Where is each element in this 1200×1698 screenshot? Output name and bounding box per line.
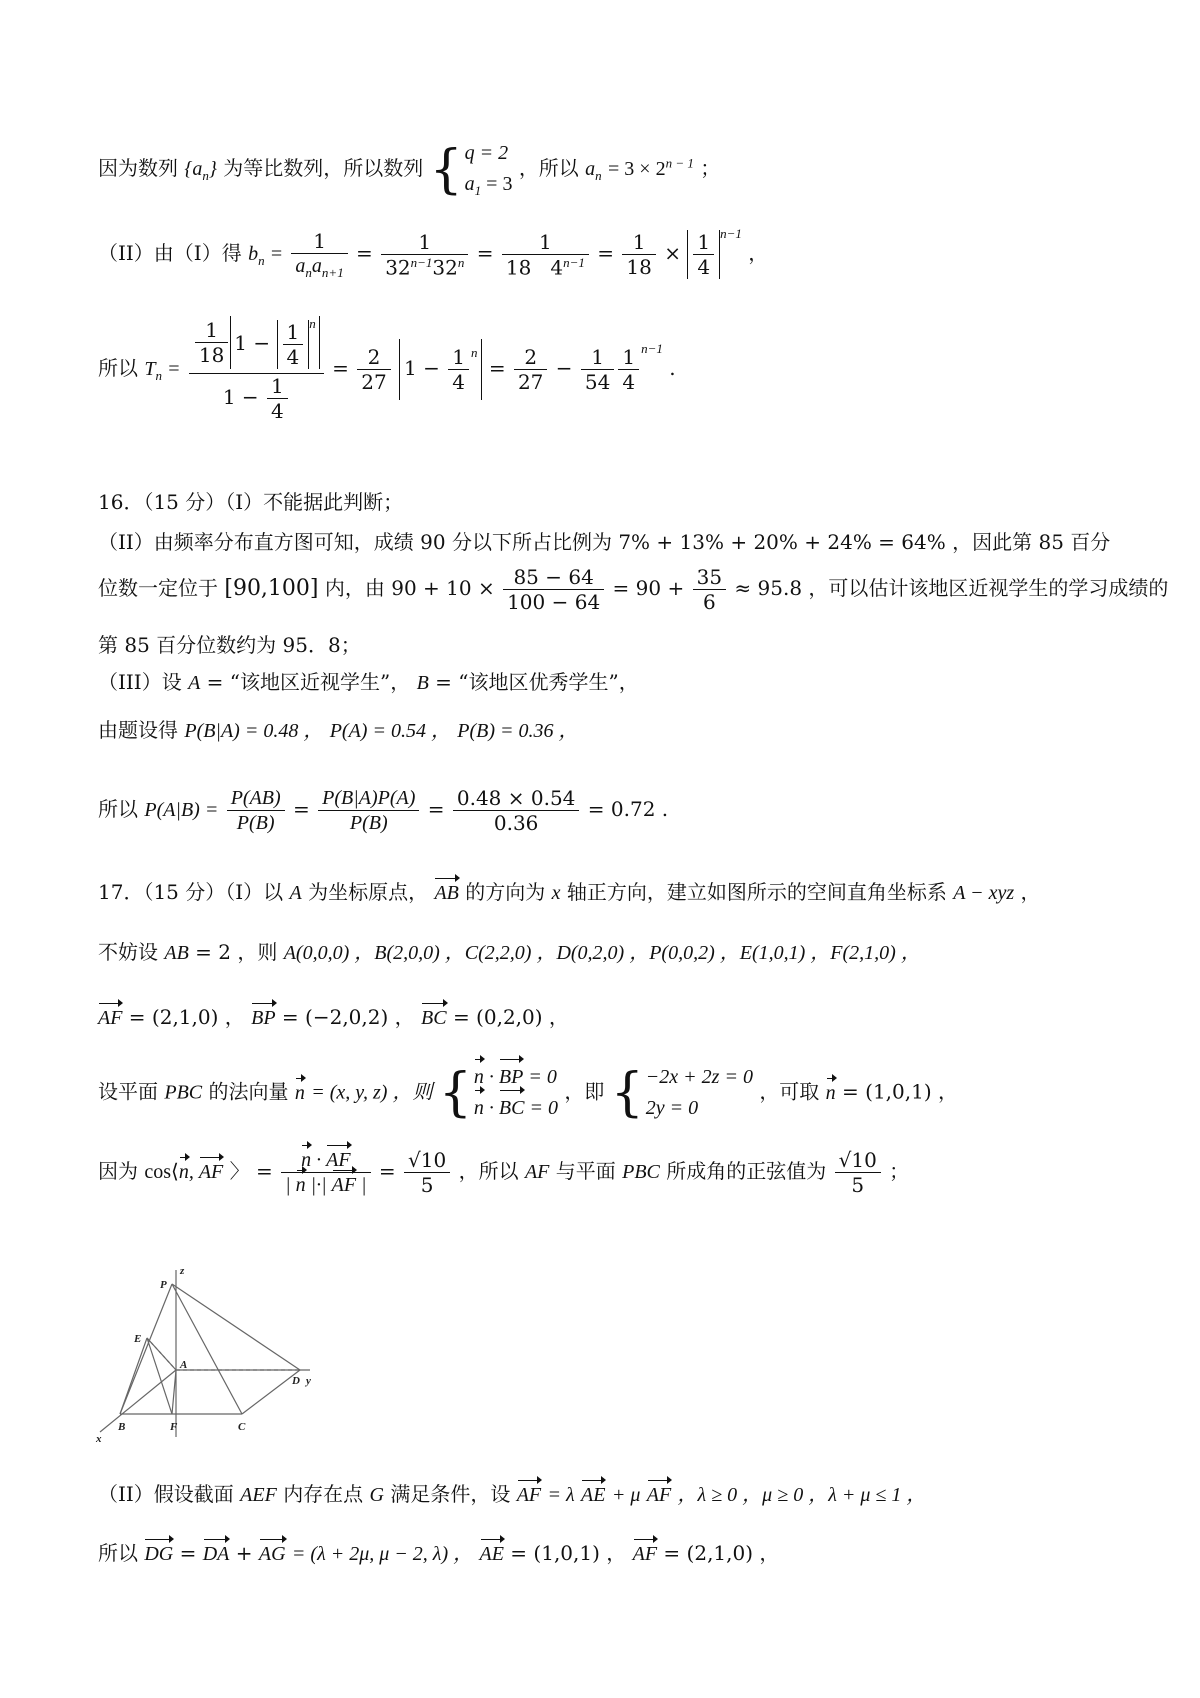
label-y: y bbox=[306, 1375, 311, 1387]
text-line-15: 因为 cos⟨n, AF 〉 = $\frac{n \cdot AF}{| n |\cdot| AF |}$ = $\frac{√10}{5}$ ，所以 AF 与平面 PBC 所成角的正弦值为 $\frac{√10}{5}$ ； bbox=[98, 1148, 910, 1197]
text-line-7: 第 85 百分位数约为 95．8； bbox=[98, 633, 361, 657]
label-a: A bbox=[180, 1359, 188, 1371]
text-line-5: （II）由频率分布直方图可知，成绩 90 分以下所占比例为 7% + 13% + 20% + 24% = 64% ，因此第 85 百分 bbox=[98, 530, 1111, 554]
label-p: P bbox=[160, 1279, 167, 1291]
text-line-13: AF = (2,1,0) ， BP = (−2,0,2) ， BC = (0,2,0) ， bbox=[98, 1005, 569, 1029]
label-z: z bbox=[180, 1265, 185, 1277]
label-b: B bbox=[118, 1421, 126, 1433]
label-c: C bbox=[238, 1421, 246, 1433]
text-line-8: （III）设 A = “该地区近视学生”， B = “该地区优秀学生”， bbox=[98, 670, 639, 694]
text-line-11: 17．（15 分）（I）以 A 为坐标原点， AB 的方向为 x 轴正方向，建立如图所示的空间直角坐标系 A − xyz ， bbox=[98, 880, 1041, 904]
edge-pc bbox=[172, 1284, 242, 1414]
text-line-12: 不妨设 AB = 2 ，则 A(0,0,0) ，B(2,0,0) ，C(2,2,0) ，D(0,2,0) ，P(0,0,2) ，E(1,0,1) ，F(2,1,0) ， bbox=[98, 940, 921, 964]
pyramid-figure bbox=[92, 1262, 362, 1444]
text-line-10: 所以 P(A|B) = $\frac{P(AB)}{P(B)}$ = $\frac{P(B|A)P(A)}{P(B)}$ = $\frac{0.48 \times 0.54}{0.36}$ = 0.72 . bbox=[98, 786, 669, 835]
text-line-4: 16．（15 分）（I）不能据此判断； bbox=[98, 490, 404, 514]
edge-pd bbox=[172, 1284, 300, 1370]
label-x: x bbox=[96, 1433, 102, 1444]
edge-af bbox=[172, 1370, 176, 1414]
x-axis bbox=[100, 1370, 176, 1432]
text-line-3: 所以 $T_n$ = $\frac{1}{18}$ 1 − $\frac{1}{4}$ $^n$ 1 − $\frac{1}{4}$ = $\frac{2}{27}$ 1 − $\frac{1}{4}$ $^n$ = $\frac{2}{27}$ − $\frac{1}{54}$ $\frac{1}{4}$ $^{n-1}$ . bbox=[98, 316, 676, 423]
text-line-1: 因为数列 $\{a_n\}$ 为等比数列，所以数列 { q = 2 $a_1 = 3$ ，所以 $a_n = 3 \times 2^{n - 1}$ ； bbox=[98, 139, 721, 200]
text-line-14: 设平面 PBC 的法向量 n = (x, y, z) ，则 { n · BP = 0 n · BC = 0 ，即 { −2x + 2z = 0 2y = 0 ，可取 n = (1,0,1) ， bbox=[98, 1063, 958, 1123]
label-e: E bbox=[134, 1333, 142, 1345]
label-f: F bbox=[170, 1421, 178, 1433]
edge-eb bbox=[120, 1338, 147, 1414]
text-line-6: 位数一定位于 [90,100] 内，由 90 + 10 × $\frac{85 - 64}{100 - 64}$ = 90 + $\frac{35}{6}$ ≈ 95.8 ，可以估计该地区近视学生的学习成绩的 bbox=[98, 565, 1169, 614]
text-line-16: （II）假设截面 AEF 内存在点 G 满足条件，设 AF = λ AE + μ AF ，λ ≥ 0 ，μ ≥ 0 ，λ + μ ≤ 1 ， bbox=[98, 1482, 927, 1506]
text-line-17: 所以 DG = DA + AG = (λ + 2μ, μ − 2, λ) ， AE = (1,0,1) ， AF = (2,1,0) ， bbox=[98, 1541, 780, 1565]
label-d: D bbox=[292, 1375, 300, 1387]
text-line-2: （II）由（I）得 $b_n$ = $\frac{1}{a_na_{n+1}}$ = $\frac{1}{32^{n-1}32^n}$ = $\frac{1}{18 4^{n-1}}$ = $\frac{1}{18}$ × $\frac{1}{4}$ $^{n-1}$ ， bbox=[98, 226, 769, 280]
text-line-9: 由题设得 P(B|A) = 0.48 ， P(A) = 0.54 ， P(B) = 0.36 ， bbox=[98, 718, 579, 742]
